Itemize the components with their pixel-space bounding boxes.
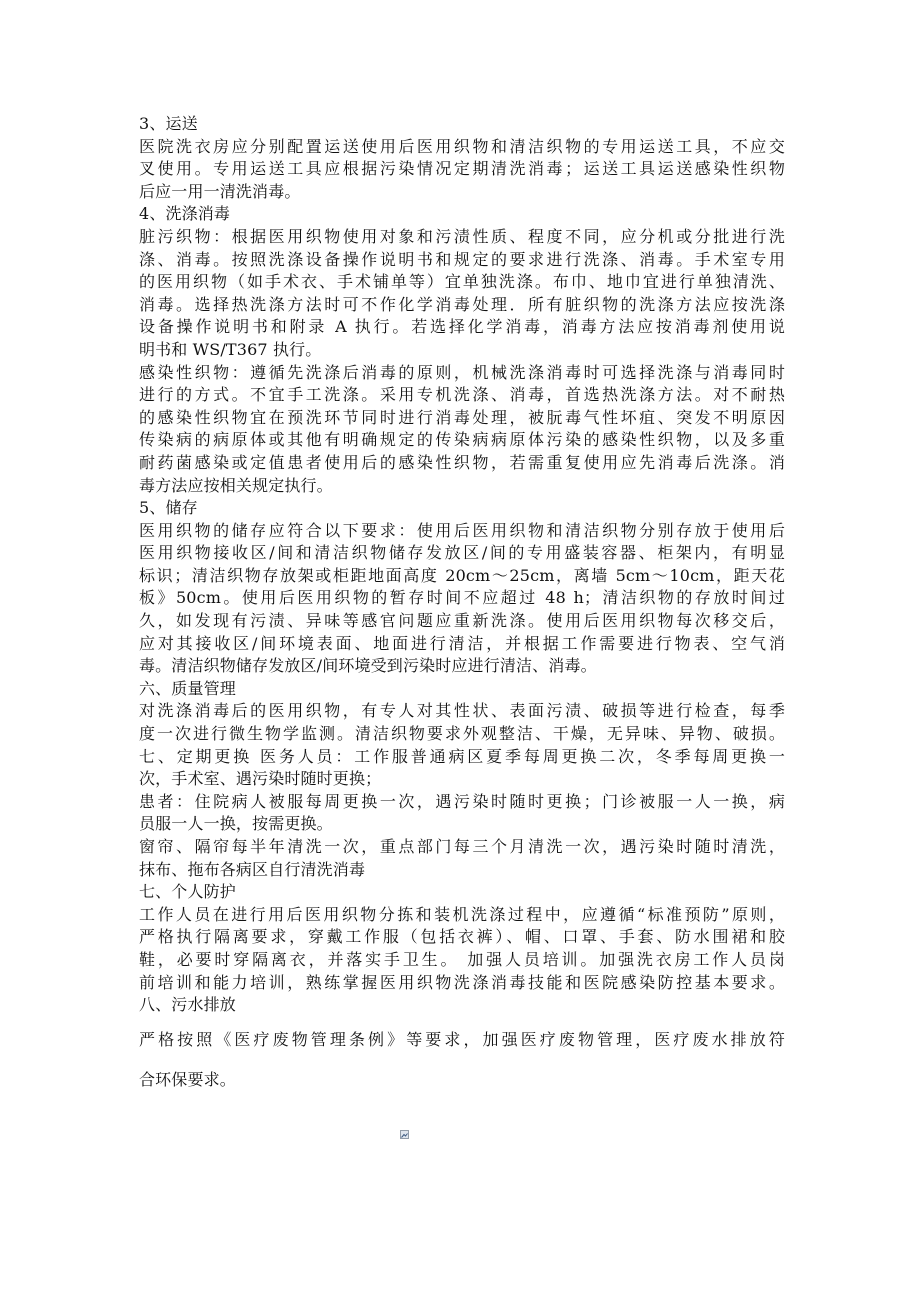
paragraph-line: 传染病的病原体或其他有明确规定的传染病病原体污染的感染性织物，以及多重 bbox=[139, 430, 785, 450]
paragraph-line: 耐药菌感染或定值患者使用后的感染性织物，若需重复使用应先消毒后洗涤。消 bbox=[139, 452, 785, 472]
paragraph-line: 明书和 WS/T367 执行。 bbox=[139, 339, 322, 359]
paragraph-line: 毒。清洁织物储存发放区/间环境受到污染时应进行清洁、消毒。 bbox=[139, 656, 597, 676]
paragraph-line: 窗帘、隔帘每半年清洗一次，重点部门每三个月清洗一次，遇污染时随时清洗， bbox=[139, 837, 785, 856]
paragraph-line: 度一次进行微生物学监测。清洁织物要求外观整洁、干燥，无异味、异物、破损。 bbox=[139, 724, 785, 744]
section-heading-washing: 4、洗涤消毒 bbox=[139, 204, 231, 224]
section-heading-protection: 七、个人防护 bbox=[139, 882, 236, 902]
paragraph-line: 合环保要求。 bbox=[139, 1070, 236, 1090]
paragraph-line: 涤、消毒。按照洗涤设备操作说明书和规定的要求进行洗涤、消毒。手术室专用 bbox=[139, 249, 785, 269]
paragraph-line: 抹布、拖布各病区自行清洗消毒 bbox=[139, 859, 366, 879]
paragraph-line: 进行的方式。不宜手工洗涤。采用专机洗涤、消毒，首选热洗涤方法。对不耐热 bbox=[139, 385, 785, 405]
paragraph-line: 工作人员在进行用后医用织物分拣和装机洗涤过程中，应遵循“标准预防”原则， bbox=[139, 904, 785, 924]
section-heading-sewage: 八、污水排放 bbox=[139, 995, 236, 1015]
paragraph-line: 板》50cm。使用后医用织物的暂存时间不应超过 48 h；清洁织物的存放时间过 bbox=[139, 588, 785, 608]
paragraph-line: 的感染性织物宜在预洗环节同时进行消毒处理，被朊毒气性坏疽、突发不明原因 bbox=[139, 407, 785, 427]
embedded-image-icon bbox=[400, 1130, 409, 1139]
paragraph-line: 严格执行隔离要求，穿戴工作服（包括衣裤）、帽、口罩、手套、防水围裙和胶 bbox=[139, 927, 785, 947]
paragraph-line: 次，手术室、遇污染时随时更换； bbox=[139, 769, 382, 789]
paragraph-line: 患者：住院病人被服每周更换一次，遇污染时随时更换；门诊被服一人一换，病 bbox=[139, 791, 785, 811]
paragraph-line: 应对其接收区/间环境表面、地面进行清洁，并根据工作需要进行物表、空气消 bbox=[139, 633, 785, 653]
section-heading-replacement: 七、定期更换 医务人员：工作服普通病区夏季每周更换二次，冬季每周更换一 bbox=[139, 746, 785, 766]
paragraph-line: 严格按照《医疗废物管理条例》等要求，加强医疗废物管理，医疗废水排放符 bbox=[139, 1029, 785, 1049]
paragraph-line: 前培训和能力培训，熟练掌握医用织物洗涤消毒技能和医院感染防控基本要求。 bbox=[139, 972, 785, 992]
paragraph-line: 标识；清洁织物存放架或柜距地面高度 20cm～25cm，离墙 5cm～10cm，距天花 bbox=[139, 565, 785, 585]
paragraph-line: 医用织物接收区/间和清洁织物储存发放区/间的专用盛装容器、柜架内，有明显 bbox=[139, 543, 785, 563]
paragraph-line: 叉使用。专用运送工具应根据污染情况定期清洗消毒；运送工具运送感染性织物 bbox=[139, 159, 785, 179]
paragraph-line: 后应一用一清洗消毒。 bbox=[139, 181, 301, 201]
section-heading-storage: 5、储存 bbox=[139, 498, 198, 518]
paragraph-line: 的医用织物（如手术衣、手术铺单等）宜单独洗涤。布巾、地巾宜进行单独清洗、 bbox=[139, 272, 785, 292]
paragraph-line: 消毒。选择热洗涤方法时可不作化学消毒处理．所有脏织物的洗涤方法应按洗涤 bbox=[139, 294, 785, 314]
paragraph-line: 对洗涤消毒后的医用织物，有专人对其性状、表面污渍、破损等进行检查，每季 bbox=[139, 701, 785, 721]
section-heading-transport: 3、运送 bbox=[139, 114, 198, 133]
paragraph-line: 毒方法应按相关规定执行。 bbox=[139, 475, 333, 495]
paragraph-line: 员服一人一换，按需更换。 bbox=[139, 814, 333, 834]
section-heading-quality: 六、质量管理 bbox=[139, 678, 236, 698]
paragraph-line: 医院洗衣房应分别配置运送使用后医用织物和清洁织物的专用运送工具，不应交 bbox=[139, 136, 785, 156]
paragraph-line: 设备操作说明书和附录 A 执行。若选择化学消毒，消毒方法应按消毒剂使用说 bbox=[139, 317, 785, 337]
document-body bbox=[139, 113, 785, 1092]
paragraph-line: 久，如发现有污渍、异味等感官问题应重新洗涤。使用后医用织物每次移交后， bbox=[139, 611, 785, 631]
paragraph-line: 脏污织物：根据医用织物使用对象和污渍性质、程度不同，应分机或分批进行洗 bbox=[139, 226, 785, 246]
paragraph-line: 鞋，必要时穿隔离衣，并落实手卫生。 加强人员培训。加强洗衣房工作人员岗 bbox=[139, 949, 785, 969]
paragraph-line: 感染性织物：遵循先洗涤后消毒的原则，机械洗涤消毒时可选择洗涤与消毒同时 bbox=[139, 362, 785, 382]
paragraph-line: 医用织物的储存应符合以下要求：使用后医用织物和清洁织物分别存放于使用后 bbox=[139, 520, 785, 540]
